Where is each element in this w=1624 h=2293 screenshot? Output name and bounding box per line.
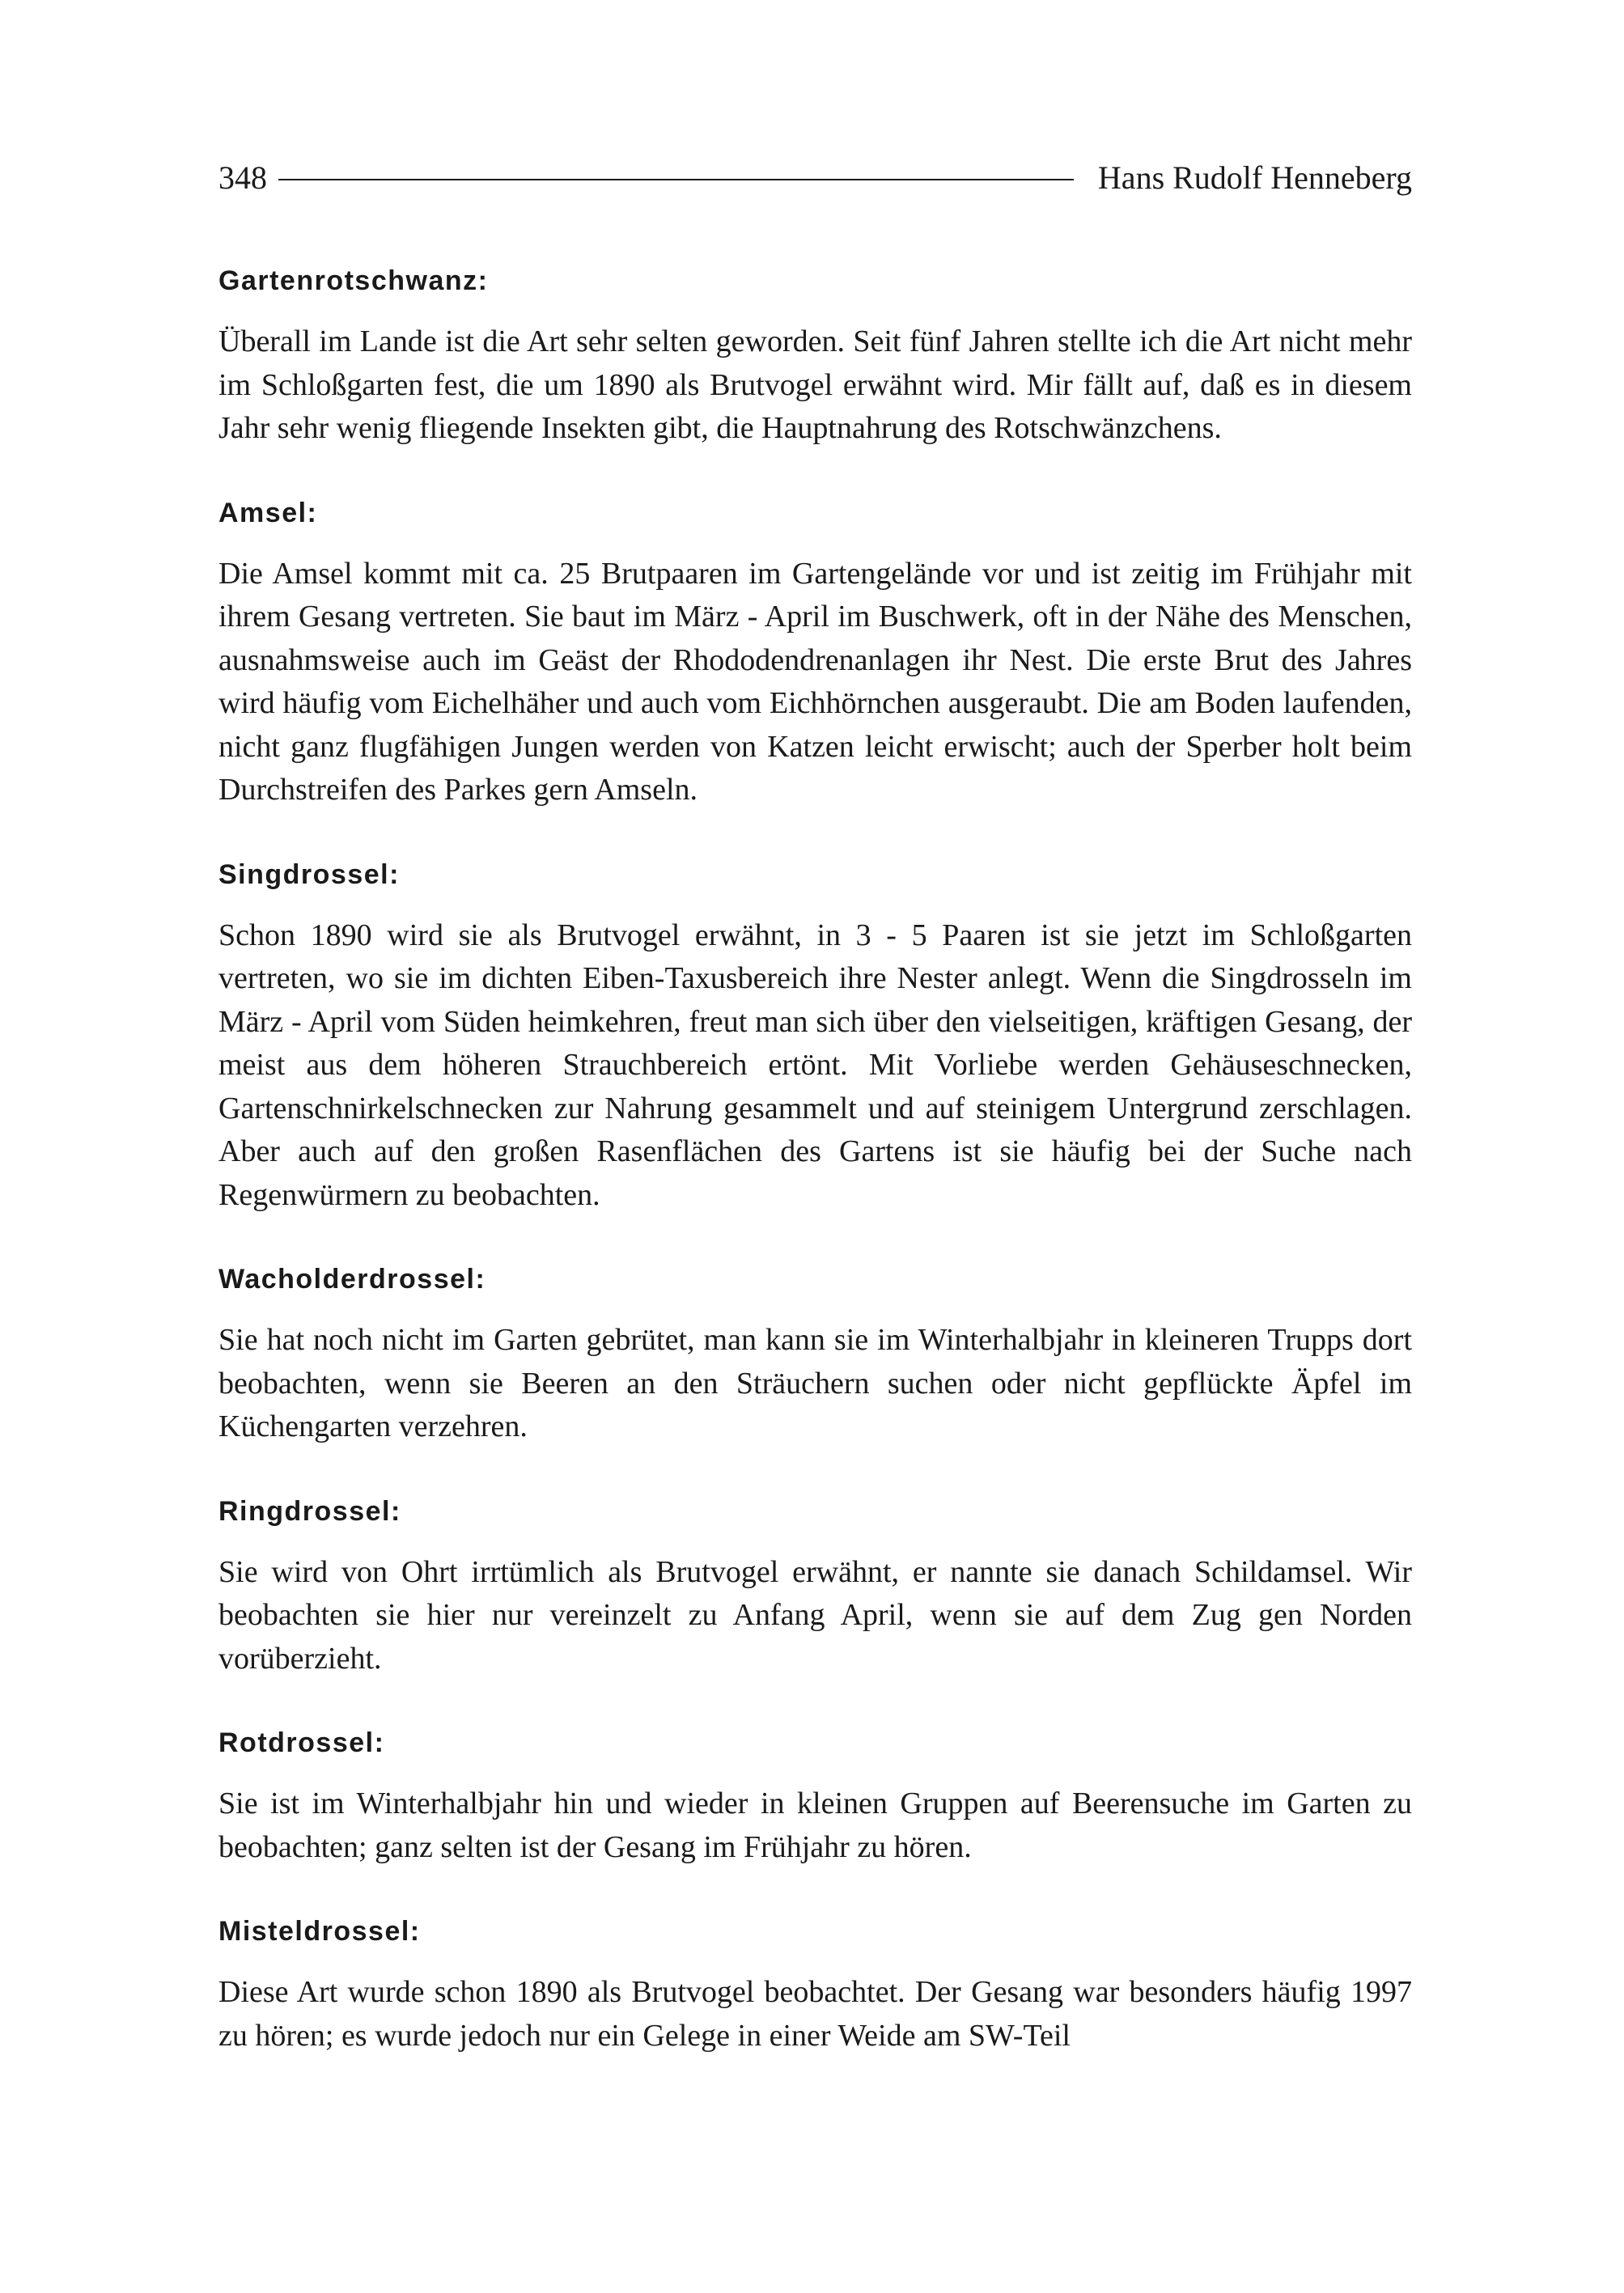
section-heading: Gartenrotschwanz: [218, 265, 489, 296]
running-header [218, 154, 1412, 202]
section-amsel [218, 491, 1412, 812]
section-gartenrotschwanz [218, 259, 1412, 451]
page-number: 348 [218, 159, 267, 196]
article-body [218, 259, 1412, 2058]
document-page [218, 154, 1412, 2098]
section-heading: Misteldrossel: [218, 1916, 421, 1947]
section-heading: Singdrossel: [218, 858, 400, 890]
section-paragraph: Überall im Lande ist die Art sehr selten geworden. Seit fünf Jahren stellte ich die Art nicht mehr im Schloßgarten fest, die um 1890 als Brutvogel erwähnt wird. Mir fällt auf, daß es in diesem Jahr sehr wenig fliegende Insekten gibt, die Hauptnahrung des Rotschwänzchens. [218, 324, 1412, 445]
section-paragraph: Sie hat noch nicht im Garten gebrütet, man kann sie im Winterhalbjahr in kleineren Trupps dort beobachten, wenn sie Beeren an den Sträuchern suchen oder nicht gepflückte Äpfel im Küchengarten verzehren. [218, 1323, 1412, 1443]
section-heading: Wacholderdrossel: [218, 1264, 486, 1295]
section-paragraph: Schon 1890 wird sie als Brutvogel erwähnt, in 3 - 5 Paaren ist sie jetzt im Schloßgarten vertreten, wo sie im dichten Eiben-Taxusbereich ihre Nester anlegt. Wenn die Singdrosseln im März - April vom Süden heimkehren, freut man sich über den vielseitigen, kräftigen Gesang, der meist aus dem höheren Strauchbereich ertönt. Mit Vorliebe werden Gehäuseschnecken, Gartenschnirkelschnecken zur Nahrung gesammelt und auf steinigem Untergrund zerschlagen. Aber auch auf den großen Rasenflächen des Gartens ist sie häufig bei der Suche nach Regenwürmern zu beobachten. [218, 918, 1412, 1212]
section-paragraph: Sie ist im Winterhalbjahr hin und wieder in kleinen Gruppen auf Beerensuche im Garten zu beobachten; ganz selten ist der Gesang im Frühjahr zu hören. [218, 1787, 1412, 1864]
section-heading: Amsel: [218, 497, 318, 528]
section-rotdrossel [218, 1721, 1412, 1869]
section-heading: Ringdrossel: [218, 1495, 401, 1527]
section-heading: Rotdrossel: [218, 1727, 385, 1758]
section-paragraph: Sie wird von Ohrt irrtümlich als Brutvogel erwähnt, er nannte sie danach Schildamsel. Wir beobachten sie hier nur vereinzelt zu Anfang April, wenn sie auf dem Zug gen Norden vorüberzieht. [218, 1554, 1412, 1676]
section-ringdrossel [218, 1490, 1412, 1681]
section-paragraph: Diese Art wurde schon 1890 als Brutvogel beobachtet. Der Gesang war besonders häufig 1997 zu hören; es wurde jedoch nur ein Gelege in einer Weide am SW-Teil [218, 1975, 1412, 2053]
section-wacholderdrossel [218, 1257, 1412, 1449]
running-head-author: Hans Rudolf Henneberg [1097, 159, 1412, 196]
header-rule [278, 179, 1074, 180]
section-misteldrossel [218, 1909, 1412, 2058]
section-paragraph: Die Amsel kommt mit ca. 25 Brutpaaren im Gartengelände vor und ist zeitig im Frühjahr mit ihrem Gesang vertreten. Sie baut im März - April im Buschwerk, oft in der Nähe des Menschen, ausnahmsweise auch im Geäst der Rhododendrenanlagen ihr Nest. Die erste Brut des Jahres wird häufig vom Eichelhäher und auch vom Eichhörnchen ausgeraubt. Die am Boden laufenden, nicht ganz flugfähigen Jungen werden von Katzen leicht erwischt; auch der Sperber holt beim Durchstreifen des Parkes gern Amseln. [218, 556, 1412, 807]
section-singdrossel [218, 853, 1412, 1218]
